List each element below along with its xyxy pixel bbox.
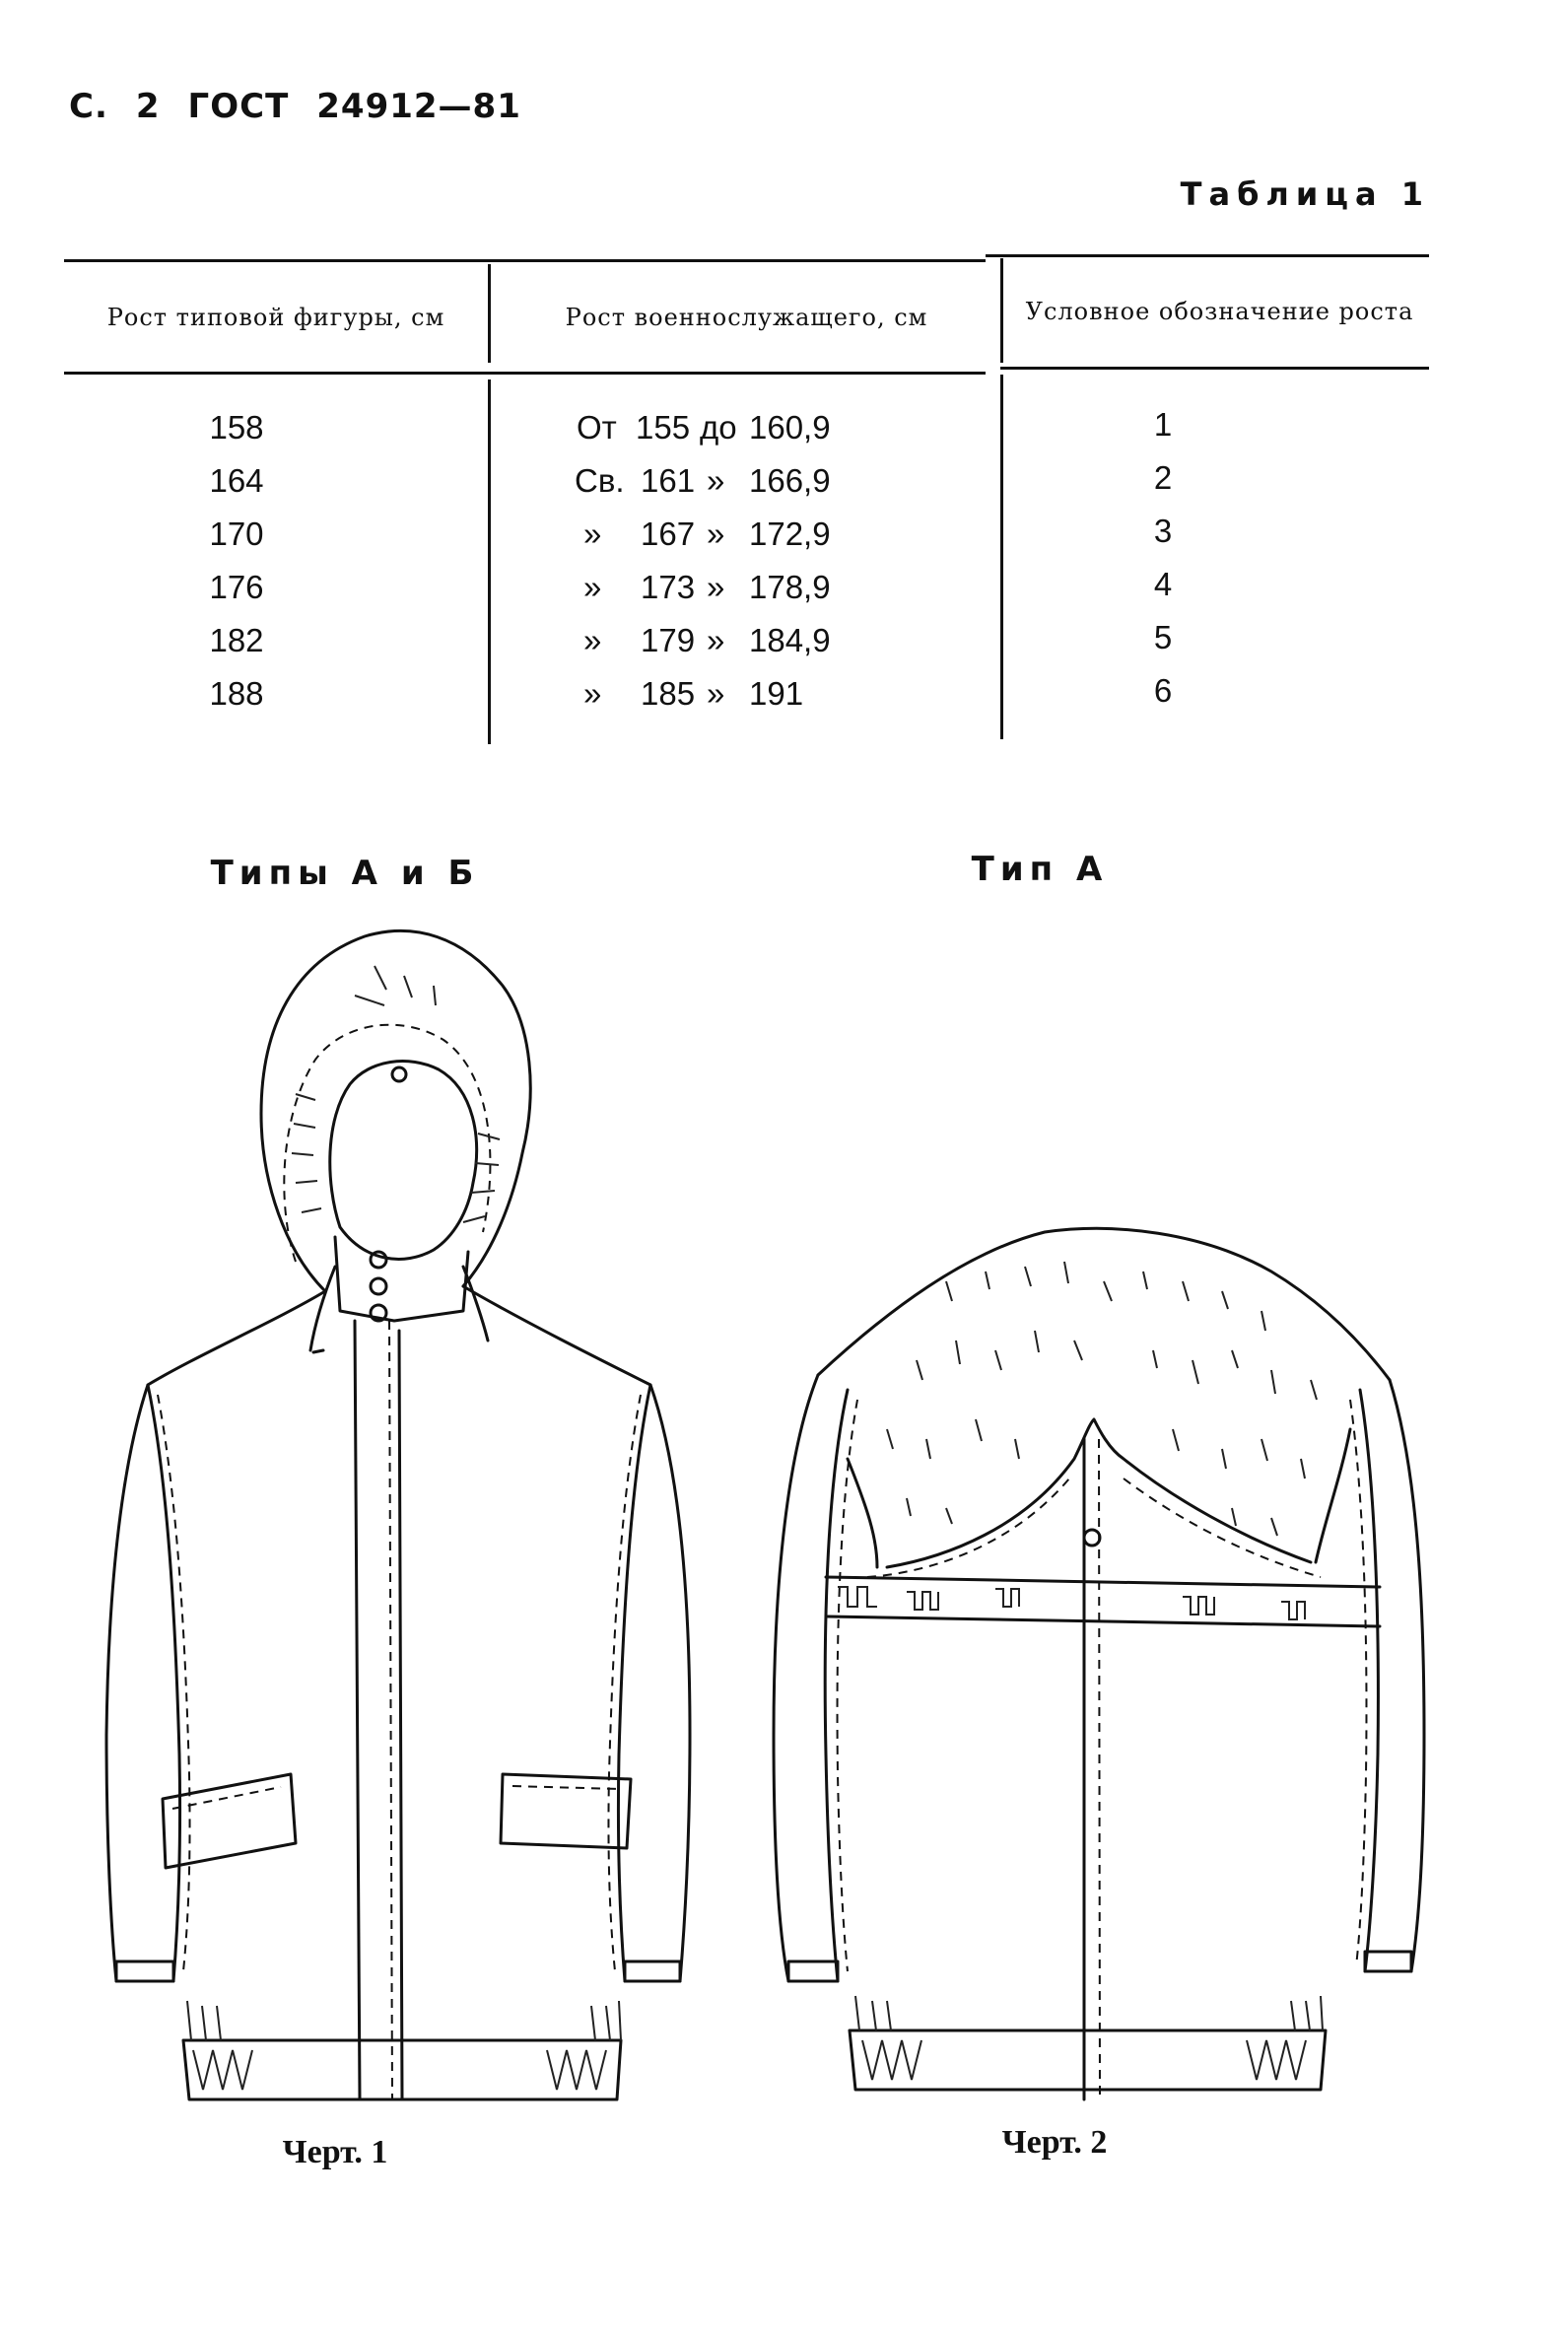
cell-to: 160,9 xyxy=(749,409,831,446)
cell-sep: » xyxy=(707,569,725,605)
cell-to: 166,9 xyxy=(749,462,831,499)
cell-sep: » xyxy=(707,675,725,712)
column-header-code: Условное обозначение роста xyxy=(1025,298,1414,325)
cell-code: 2 xyxy=(1153,459,1173,496)
cell-from: 167 xyxy=(641,516,696,552)
cell-to: 178,9 xyxy=(749,569,831,605)
cell-typical: 182 xyxy=(209,622,264,658)
column-header-typical: Рост типовой фигуры, см xyxy=(106,304,445,331)
page-number: 2 xyxy=(135,87,161,126)
cell-prefix: » xyxy=(583,675,602,712)
cell-from: 173 xyxy=(641,569,696,605)
cell-typical: 176 xyxy=(209,569,264,605)
cell-sep: » xyxy=(707,462,725,499)
figure-left-title: Типы А и Б xyxy=(210,854,480,893)
cell-prefix: Св. xyxy=(575,462,625,499)
cell-to: 172,9 xyxy=(749,516,831,552)
cell-typical: 164 xyxy=(209,462,264,499)
standard-number: 24912—81 xyxy=(316,87,521,126)
cell-from: 185 xyxy=(641,675,696,712)
page-prefix: С. xyxy=(69,87,108,126)
cell-from: 161 xyxy=(641,462,696,499)
cell-code: 5 xyxy=(1153,619,1173,655)
cell-code: 3 xyxy=(1153,513,1173,549)
cell-to: 191 xyxy=(749,675,804,712)
cell-prefix: » xyxy=(583,569,602,605)
cell-from: 179 xyxy=(641,622,696,658)
cell-sep: до xyxy=(700,409,737,446)
figure-right-caption: Черт. 2 xyxy=(1001,2124,1108,2161)
cell-from: 155 xyxy=(636,409,691,446)
figure-right-title: Тип А xyxy=(971,850,1109,889)
cell-typical: 188 xyxy=(209,675,264,712)
cell-prefix: От xyxy=(577,409,617,446)
cell-typical: 170 xyxy=(209,516,264,552)
cell-sep: » xyxy=(707,516,725,552)
cell-typical: 158 xyxy=(209,409,264,446)
cell-sep: » xyxy=(707,622,725,658)
column-header-serviceman: Рост военнослужащего, см xyxy=(565,304,928,331)
cell-prefix: » xyxy=(583,516,602,552)
figure-left-caption: Черт. 1 xyxy=(282,2134,388,2170)
table-label: Таблица 1 xyxy=(1180,175,1430,213)
cell-code: 1 xyxy=(1153,406,1173,443)
cell-code: 6 xyxy=(1153,672,1173,709)
cell-prefix: » xyxy=(583,622,602,658)
cell-code: 4 xyxy=(1153,566,1173,602)
cell-to: 184,9 xyxy=(749,622,831,658)
standard-label: ГОСТ xyxy=(187,87,290,126)
